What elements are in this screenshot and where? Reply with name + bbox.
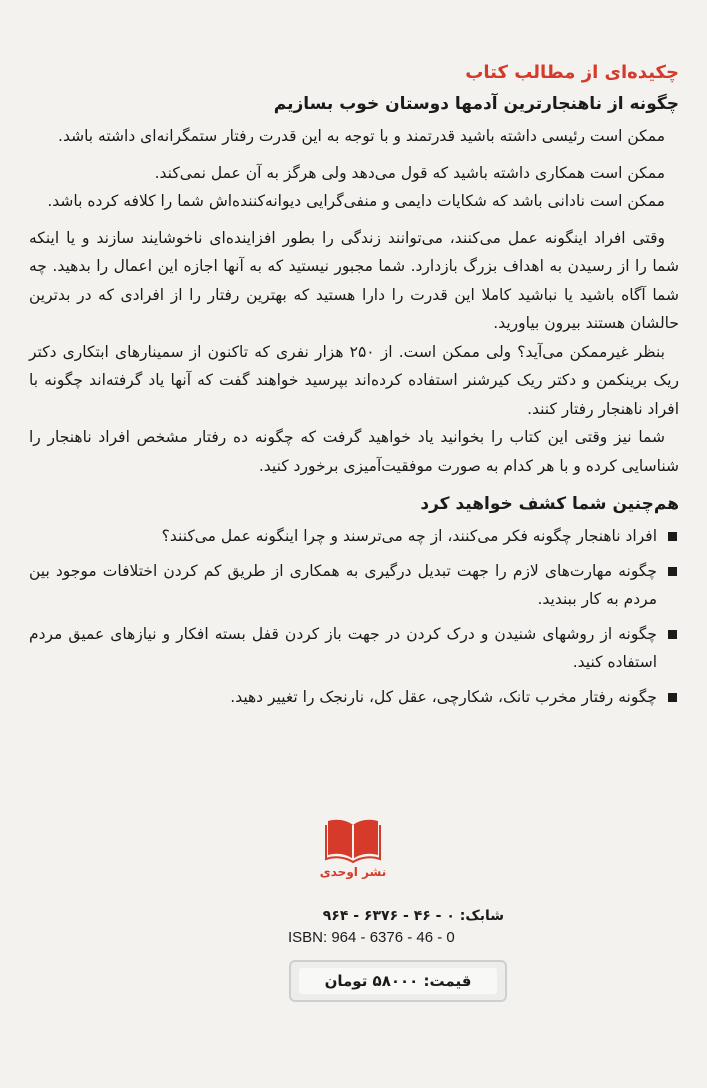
shabak-number: شابک: ۰ - ۴۶ - ۶۳۷۶ - ۹۶۴ <box>322 908 504 924</box>
bullet-text: افراد ناهنجار چگونه فکر می‌کنند، از چه می‌ترسند و چرا اینگونه عمل می‌کنند؟ <box>161 527 657 545</box>
price-label: قیمت: ۵۸۰۰۰ تومان <box>299 968 497 994</box>
price-sticker <box>289 960 507 1002</box>
publisher-logo <box>311 815 395 879</box>
open-book-icon <box>325 815 381 863</box>
isbn-block <box>284 905 504 949</box>
bullet-text: چگونه از روشهای شنیدن و درک کردن در جهت باز کردن قفل بسته افکار و نیازهای عمیق مردم استفاده کنید. <box>29 624 657 671</box>
bullet-item <box>29 557 679 614</box>
bullet-text: چگونه رفتار مخرب تانک، شکارچی، عقل کل، نارنجک را تغییر دهید. <box>230 687 657 706</box>
square-bullet-icon <box>668 693 677 702</box>
body-paragraph-2: بنظر غیرممکن می‌آید؟ ولی ممکن است. از ۲۵۰ هزار نفری که تاکنون از سمینارهای ابتکاری دکتر ریک برینکمن و دکتر ریک کیرشنر استفاده کرده‌اند بپرسید خواهند گفت که آنها یاد گرفته‌اند چگونه با افراد ناهنجار رفتار کنند. <box>29 342 679 418</box>
square-bullet-icon <box>668 532 677 541</box>
cover-text <box>29 58 679 717</box>
isbn-number: ISBN: 964 - 6376 - 46 - 0 <box>288 929 455 946</box>
subheading: هم‌چنین شما کشف خواهید کرد <box>420 494 679 514</box>
intro-paragraph-3: ممکن است نادانی باشد که شکایات دایمی و منفی‌گرایی دیوانه‌کننده‌اش شما را کلافه کرده باشد. <box>47 192 665 210</box>
square-bullet-icon <box>668 630 677 639</box>
intro-paragraph-1: ممکن است رئیسی داشته باشید قدرتمند و با توجه به این قدرت رفتار ستمگرانه‌ای داشته باشد. <box>58 127 665 145</box>
section-title: چکیده‌ای از مطالب کتاب <box>465 62 679 83</box>
square-bullet-icon <box>668 567 677 576</box>
intro-paragraph-2: ممکن است همکاری داشته باشید که قول می‌دهد ولی هرگز به آن عمل نمی‌کند. <box>154 163 665 182</box>
bullet-item <box>29 522 679 551</box>
bullet-item <box>29 620 679 677</box>
publisher-name: نشر اوحدی <box>319 865 387 879</box>
body-paragraph-3: شما نیز وقتی این کتاب را بخوانید یاد خواهید گرفت که چگونه ده رفتار مشخص افراد ناهنجار را شناسایی کرده و با هر کدام به صورت موفقیت‌آمیزی برخورد کنید. <box>29 428 679 475</box>
bullet-item <box>29 683 679 712</box>
bullet-list <box>29 522 679 711</box>
bullet-text: چگونه مهارت‌های لازم را جهت تبدیل درگیری به همکاری از طریق کم کردن اختلافات موجود بین مردم به کار ببندید. <box>29 561 657 608</box>
body-paragraph-1: وقتی افراد اینگونه عمل می‌کنند، می‌توانند زندگی را بطور افزاینده‌ای ناخوشایند سازند و یا اینکه شما را از رسیدن به اهداف بزرگ بازدارد. شما مجبور نیستید که به آنها اجازه این اعمال را بدهید. چه شما آگاه باشید یا نباشید کاملا این قدرت را دارا هستید که بهترین رفتار را از افرادی که در بدترین حالشان هستند بیرون بیاورید. <box>29 228 679 332</box>
headline: چگونه از ناهنجارترین آدمها دوستان خوب بسازیم <box>273 94 679 114</box>
